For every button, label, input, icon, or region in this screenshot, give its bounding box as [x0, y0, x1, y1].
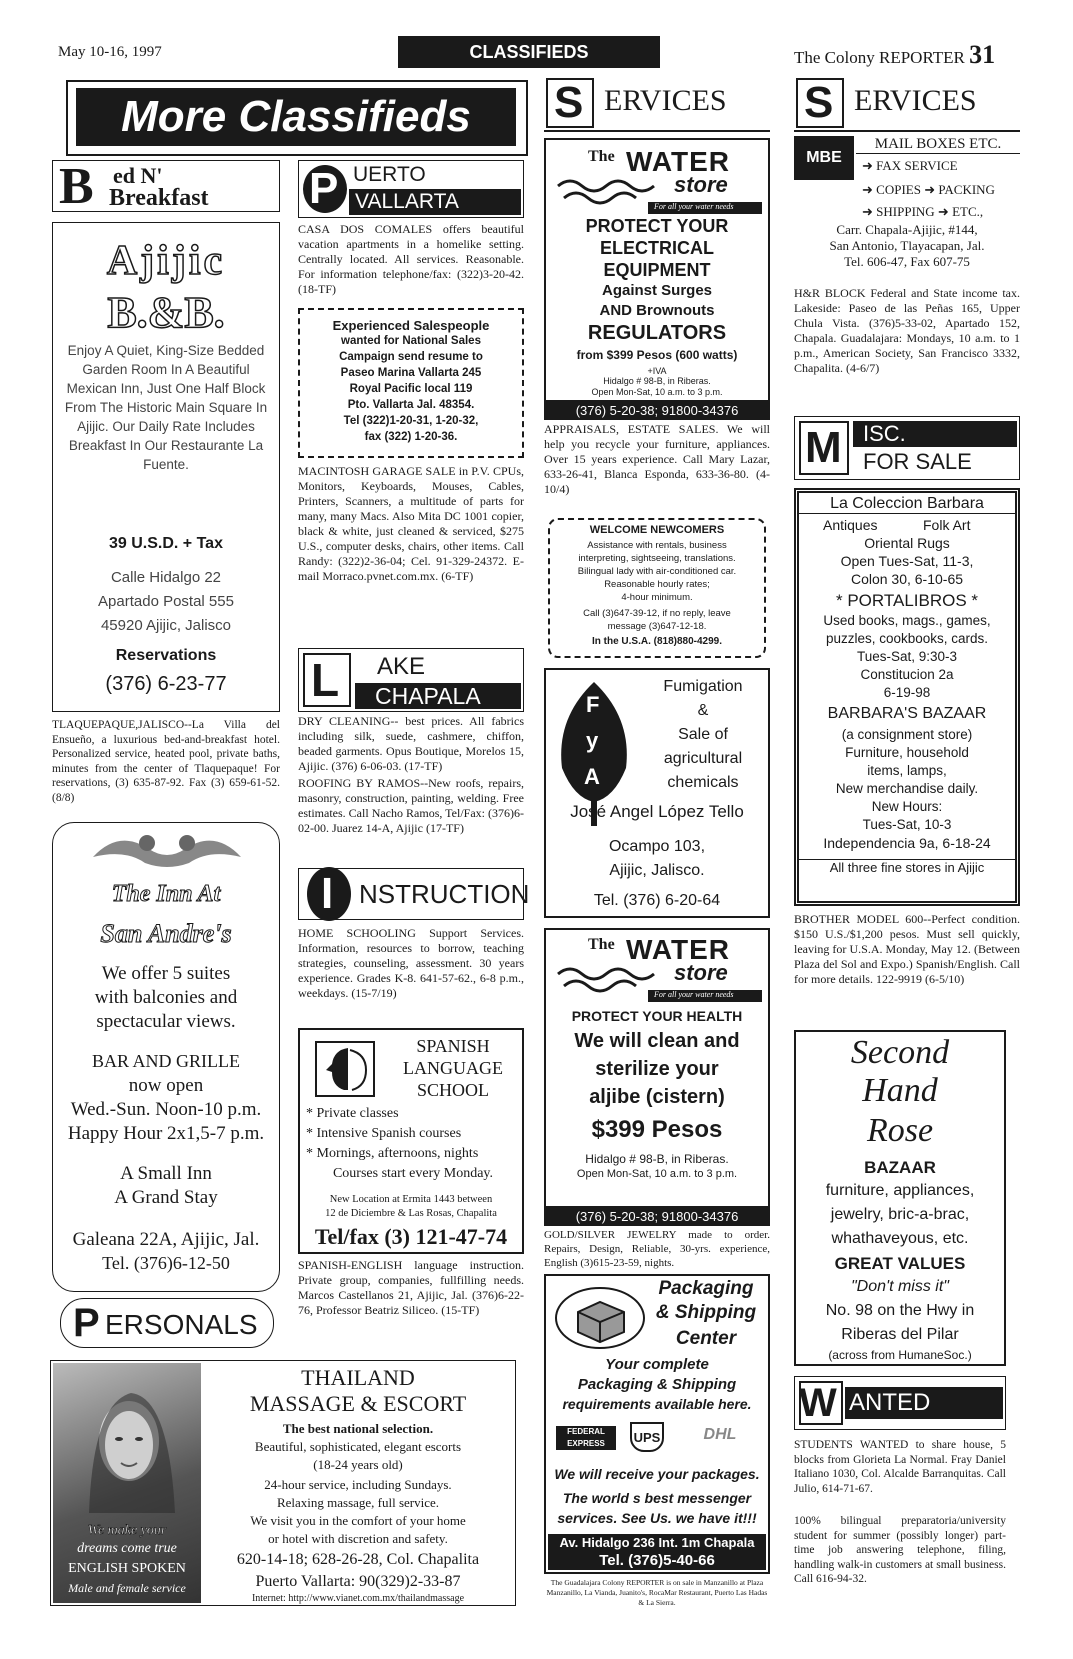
- pack-address: Av. Hidalgo 236 Int. 1m Chapala: [548, 1534, 766, 1552]
- water1-line-5: AND Brownouts: [599, 302, 715, 319]
- packaging-shipping-ad: [544, 1274, 770, 1574]
- water2-logo-water: WATER: [626, 934, 731, 965]
- photo-text-3: ENGLISH SPOKEN: [68, 1561, 186, 1576]
- spanish-bullet-2: * Intensive Spanish courses: [306, 1126, 462, 1141]
- bnb-addr-2: Apartado Postal 555: [98, 593, 234, 610]
- ups-logo: UPS: [630, 1422, 664, 1452]
- inn-line-4: BAR AND GRILLE: [92, 1051, 240, 1071]
- welcome-line-4: Reasonable hourly rates;: [604, 579, 710, 590]
- mbe-shipping-label: SHIPPING: [876, 204, 935, 219]
- personals-word: ERSONALS: [105, 1309, 258, 1340]
- bnb-section-header: [52, 158, 280, 215]
- appraisals-listing: APPRAISALS, ESTATE SALES. We will help you recycle your furniture, appliances. Over 15 years experience. Call Mary Lazar, 633-26-41, Blanca Esponda, 633-36-80. (4-10/4): [544, 422, 770, 496]
- mbe-fax: ➜ FAX SERVICE: [862, 158, 958, 173]
- pack-line-4: We will receive your packages.: [554, 1466, 760, 1482]
- spanish-title-3: SCHOOL: [416, 1080, 489, 1100]
- brother-model-listing: BROTHER MODEL 600--Perfect condition. $150 U.S./$1,200 pesos. Must sell quickly, leaving for U.S.A. Monday, May 12. (Between Plaza del Sol and Expo.) Spanish/English. Call for more details. 122-9919 (6-5/10): [794, 912, 1020, 986]
- mbe-etc-label: ETC.,: [952, 204, 984, 219]
- bnb-ad-title-1: Ajijic: [106, 238, 226, 284]
- fumigation-ad: [544, 668, 770, 918]
- services-right-letter: S: [804, 78, 834, 127]
- water2-logo-the: The: [588, 936, 615, 953]
- bnb-ad-body: Enjoy A Quiet, King-Size Bedded Garden Room In A Beautiful Mexican Inn, Just One Half Block From The Historic Main Square In Ajijic. Our Daily Rate Includes Breakfast In Our Restaurante La Fuente.: [64, 343, 268, 472]
- fumig-telephone: Tel. (376) 6-20-64: [593, 892, 721, 909]
- misc-word-2: FOR SALE: [863, 449, 972, 474]
- personals-header: [60, 1298, 274, 1348]
- fedex-logo: FEDERAL EXPRESS: [556, 1426, 616, 1450]
- coleccion-antiques: Antiques: [823, 517, 878, 533]
- inn-line-2: with balconies and: [94, 987, 238, 1008]
- fumig-letter-3: A: [584, 764, 600, 789]
- water1-phones: (376) 5-20-38; 91800-34376: [544, 402, 770, 420]
- water2-logo-store: store: [674, 960, 728, 985]
- bnb-addr-3: 45920 Ajijic, Jalisco: [100, 617, 232, 634]
- coleccion-folk-art: Folk Art: [923, 517, 971, 533]
- wanted-letter: W: [799, 1381, 837, 1425]
- water-store-aljibe-ad: [544, 928, 770, 1208]
- second-hand-rose-ad: [794, 1030, 1006, 1366]
- bnb-head-letter: B: [59, 158, 94, 215]
- coleccion-line-12: BARBARA'S BAZAAR: [827, 705, 987, 722]
- rose-line-1: furniture, appliances,: [825, 1182, 975, 1199]
- welcome-line-3: Bilingual lady with air-conditioned car.: [577, 566, 737, 577]
- inn-san-andres-ad: [52, 822, 280, 1292]
- coleccion-title: La Coleccion Barbara: [799, 495, 1015, 514]
- spanish-telephone: Tel/fax (3) 121-47-74: [314, 1224, 508, 1249]
- spanish-title-2: LANGUAGE: [403, 1058, 503, 1078]
- rose-line-2: jewelry, bric-a-brac,: [830, 1206, 970, 1223]
- coleccion-barbara-ad: [794, 488, 1020, 906]
- bilingual-student-listing: 100% bilingual preparatoria/university student for summer (possibly longer) part-time job answering telephone, filing, handling walk-in customers at small business. Call 616-94-32.: [794, 1515, 1006, 1585]
- fumig-line-3: Sale of: [678, 726, 728, 743]
- issue-date: May 10-16, 1997: [58, 44, 162, 60]
- rose-line-8: (across from HumaneSoc.): [828, 1348, 972, 1362]
- water-store-regulators-ad: [544, 138, 770, 402]
- pack-line-1: Your complete: [605, 1356, 709, 1373]
- water1-line-2: ELECTRICAL: [600, 238, 714, 258]
- rose-line-7: Riberas del Pilar: [841, 1326, 959, 1343]
- pack-line-6: services. See Us. we have it!!!: [557, 1510, 757, 1526]
- salespeople-ad: [298, 308, 524, 458]
- water2-tagline: For all your water needs: [654, 990, 734, 999]
- fumig-address-2: Ajijic, Jalisco.: [609, 862, 705, 879]
- spanish-location-1: New Location at Ermita 1443 between: [329, 1194, 493, 1205]
- thai-title-1: THAILAND: [301, 1365, 415, 1390]
- coleccion-line-16: New merchandise daily.: [835, 781, 979, 796]
- coleccion-line-20: All three fine stores in Ajijic: [799, 859, 1015, 875]
- inn-line-5: now open: [128, 1075, 204, 1096]
- services-right-header: [794, 78, 1020, 132]
- pack-title-3: Center: [675, 1328, 737, 1349]
- thai-line-9: Puerto Vallarta: 90(329)2-33-87: [255, 1573, 461, 1590]
- pack-line-5: The world s best messenger: [562, 1490, 752, 1506]
- coleccion-line-5: Colon 30, 6-10-65: [850, 571, 964, 587]
- fumig-letter-2: y: [586, 728, 599, 753]
- sales-line-5: Royal Pacific local 119: [349, 383, 473, 395]
- coleccion-line-14: Furniture, household: [845, 745, 969, 760]
- welcome-line-8: In the U.S.A. (818)880-4299.: [591, 636, 723, 647]
- fumig-address-1: Ocampo 103,: [608, 838, 706, 855]
- coleccion-line-11: 6-19-98: [883, 685, 931, 700]
- pv-word-1: UERTO: [353, 163, 426, 186]
- instruction-letter: I: [321, 869, 334, 918]
- section-title: CLASSIFIEDS: [398, 36, 660, 68]
- mbe-logo: MBE: [794, 136, 854, 180]
- pv-letter: P: [309, 164, 339, 213]
- roofing-listing: ROOFING BY RAMOS--New roofs, repairs, masonry, construction, painting, welding. Free estimates. Call Nacho Ramos, Tel/Fax: (376)6-02-00. Juarez 14-A, Ajijic (17-TF): [298, 776, 524, 835]
- water1-line-6: REGULATORS: [587, 322, 727, 344]
- bnb-ad-title-2: B.&B.: [107, 288, 225, 337]
- fumig-line-1: Fumigation: [663, 678, 743, 695]
- spanish-location-2: 12 de Diciembre & Las Rosas, Chapalita: [325, 1208, 497, 1219]
- coleccion-line-15: items, lamps,: [867, 763, 947, 778]
- coleccion-line-9: Tues-Sat, 9:30-3: [856, 649, 958, 664]
- coleccion-line-10: Constitucion 2a: [860, 667, 954, 682]
- students-wanted-listing: STUDENTS WANTED to share house, 5 blocks from Glorieta La Normal. Fray Daniel Italiano 1030, Col. Alcalde Barranquitas. Call Julio, 614-71-67.: [794, 1439, 1006, 1495]
- publication-header: [794, 40, 995, 70]
- coleccion-line-6: * PORTALIBROS *: [835, 591, 979, 610]
- mbe-title: MAIL BOXES ETC.: [856, 136, 1020, 154]
- mbe-shipping: ➜ SHIPPING ➜ ETC.,: [862, 204, 984, 219]
- fumig-line-5: chemicals: [667, 774, 739, 791]
- fumig-owner: José Angel López Tello: [570, 802, 744, 821]
- misc-letter: M: [805, 423, 842, 472]
- water1-line-8: +IVA: [647, 366, 667, 376]
- coleccion-line-17: New Hours:: [871, 799, 943, 814]
- lake-word-2: CHAPALA: [355, 683, 521, 709]
- lake-letter: L: [311, 654, 340, 706]
- water1-logo-the: The: [588, 148, 615, 165]
- cherubs-ornament-icon: [89, 827, 245, 873]
- bnb-addr-1: Calle Hidalgo 22: [110, 569, 222, 586]
- water2-line-3: sterilize your: [595, 1058, 719, 1080]
- inn-title-1: The Inn At: [111, 881, 221, 907]
- coleccion-line-19: Independencia 9a, 6-18-24: [823, 835, 991, 851]
- water1-line-1: PROTECT YOUR: [585, 216, 729, 236]
- thailand-massage-ad: [50, 1360, 516, 1606]
- coleccion-line-4: Open Tues-Sat, 11-3,: [840, 553, 974, 569]
- services-right-word: ERVICES: [854, 84, 977, 117]
- instruction-header: [298, 868, 530, 920]
- pack-line-3: requirements available here.: [562, 1396, 752, 1412]
- fumig-line-2: &: [697, 702, 709, 719]
- water1-line-4: Against Surges: [601, 282, 713, 299]
- lake-chapala-header: [298, 648, 524, 712]
- sales-line-2: wanted for National Sales: [341, 335, 481, 347]
- rose-title-1: Second: [850, 1034, 950, 1071]
- services-mid-header: [544, 78, 770, 132]
- mail-boxes-etc-ad: [794, 136, 1020, 276]
- spanish-english-listing: SPANISH-ENGLISH language instruction. Private group, companies, fullfilling needs. Marcos Castellanos 21, Ajijic, Jal. (376)6-22-76, Professor Beatriz Siliceo. (15-TF): [298, 1258, 524, 1317]
- rose-line-3: whathaveyous, etc.: [831, 1230, 969, 1247]
- rose-line-6: No. 98 on the Hwy in: [825, 1302, 975, 1319]
- welcome-title: WELCOME NEWCOMERS: [589, 524, 725, 536]
- coleccion-line-8: puzzles, cookbooks, cards.: [825, 631, 989, 646]
- pack-telephone: Tel. (376)5-40-66: [548, 1552, 766, 1570]
- bnb-reservations-phone: (376) 6-23-77: [105, 673, 227, 695]
- pv-word-2: VALLARTA: [349, 189, 521, 215]
- dhl-logo: DHL: [703, 1426, 737, 1443]
- manzanillo-sale-note: The Guadalajara Colony REPORTER is on sale in Manzanillo at Plaza Manzanillo, La Vianda, Juanito's, RocaMar Restaurant, Puerto Las Hadas & La Sierra.: [546, 1578, 768, 1607]
- more-classifieds-banner: [66, 80, 528, 156]
- welcome-line-1: Assistance with rentals, business: [587, 540, 727, 551]
- inn-title-2: San Andre's: [100, 919, 232, 948]
- thai-line-1: The best national selection.: [282, 1421, 434, 1436]
- thai-title-2: MASSAGE & ESCORT: [249, 1391, 467, 1416]
- inn-line-10: Galeana 22A, Ajijic, Jal.: [72, 1229, 260, 1250]
- inn-line-11: Tel. (376)6-12-50: [102, 1253, 230, 1273]
- macintosh-garage-sale-listing: MACINTOSH GARAGE SALE in P.V. CPUs, Monitors, Keyboards, Mouses, Cables, Printers, Scanners, a multitude of parts for many, many Macs. Also Mita DC 1001 copier, black & white, just cleaned & serviced, $275 U.S., computer desks, chairs, other items. Call Randy: (322)2-36-04; Cel. 91-329-24372. E-mail Morraco.pvnet.com.mx. (6-TF): [298, 464, 524, 583]
- water1-line-9: Hidalgo # 98-B, in Riberas.: [603, 376, 711, 386]
- inn-line-7: Happy Hour 2x1,5-7 p.m.: [67, 1123, 265, 1144]
- photo-text-2: dreams come true: [77, 1541, 177, 1556]
- rose-line-5: "Don't miss it": [851, 1278, 949, 1295]
- water1-tagline: For all your water needs: [654, 202, 734, 211]
- thai-line-5: Relaxing massage, full service.: [276, 1495, 440, 1510]
- mbe-fax-label: FAX SERVICE: [876, 158, 958, 173]
- portrait-silhouette-icon: [79, 1383, 179, 1513]
- coleccion-line-7: Used books, mags., games,: [823, 613, 991, 628]
- package-box-icon: [552, 1282, 648, 1352]
- banner-title: More Classifieds: [76, 88, 516, 146]
- spanish-bullet-3: * Mornings, afternoons, nights: [306, 1146, 479, 1161]
- inn-line-6: Wed.-Sun. Noon-10 p.m.: [70, 1099, 262, 1120]
- bnb-head-2: Breakfast: [109, 185, 209, 211]
- spanish-bullet-1: * Private classes: [306, 1106, 399, 1121]
- pack-line-2: Packaging & Shipping: [577, 1376, 737, 1393]
- puerto-vallarta-header: [298, 160, 524, 218]
- inn-line-9: A Grand Stay: [114, 1187, 218, 1208]
- water1-logo-water: WATER: [626, 146, 731, 177]
- bnb-reservations-label: Reservations: [115, 647, 217, 664]
- mbe-address-3: Tel. 606-47, Fax 607-75: [844, 254, 970, 269]
- fumig-line-4: agricultural: [663, 750, 743, 767]
- thai-line-6: We visit you in the comfort of your home: [250, 1513, 466, 1528]
- misc-for-sale-header: [794, 416, 1020, 480]
- water2-line-1: PROTECT YOUR HEALTH: [571, 1008, 743, 1024]
- dry-cleaning-listing: DRY CLEANING-- best prices. All fabrics including silk, suede, cashmere, chiffon, beaded garments. Opus Boutique, Morelos 15, Ajijic. (376) 6-06-03. (17-TF): [298, 714, 524, 773]
- water2-line-5: $399 Pesos: [591, 1116, 723, 1143]
- sales-line-7: Tel (322)1-20-31, 1-20-32,: [343, 415, 479, 427]
- water1-line-7: from $399 Pesos (600 watts): [576, 348, 738, 362]
- pack-title-1: Packaging: [658, 1278, 754, 1299]
- thai-line-4: 24-hour service, including Sundays.: [264, 1477, 452, 1492]
- sales-line-6: Pto. Vallarta Jal. 48354.: [347, 399, 475, 411]
- tlaquepaque-listing: TLAQUEPAQUE,JALISCO--La Villa del Ensueño, a luxurious bed-and-breakfast hotel. Personalized service, heated pool, private baths, minutes from the center of Tlaquepaque! For reservations, (3) 635-87-92. Fax (3) 659-61-52. (8/8): [52, 719, 280, 804]
- misc-word-1: ISC.: [853, 421, 1017, 447]
- thai-line-3: (18-24 years old): [313, 1457, 403, 1472]
- casa-dos-comales-listing: CASA DOS COMALES offers beautiful vacation apartments in a homelike setting. Centrally located. All services. Reasonable. For information telephone/fax: (322)3-20-42. (18-TF): [298, 222, 524, 296]
- wanted-header: [794, 1376, 1006, 1430]
- pack-title-2: & Shipping: [655, 1302, 757, 1323]
- sales-line-1: Experienced Salespeople: [332, 318, 490, 333]
- bnb-price: 39 U.S.D. + Tax: [109, 535, 223, 552]
- lake-word-1: AKE: [377, 653, 426, 680]
- gold-silver-jewelry-listing: GOLD/SILVER JEWELRY made to order. Repairs, Design, Reliable, 30-yrs. experience, English (3)615-23-59, nights.: [544, 1229, 770, 1269]
- welcome-line-5: 4-hour minimum.: [621, 592, 693, 603]
- mbe-copies: ➜ COPIES ➜ PACKING: [862, 182, 995, 197]
- services-mid-word: ERVICES: [604, 84, 727, 117]
- water2-line-7: Open Mon-Sat, 10 a.m. to 3 p.m.: [576, 1168, 738, 1180]
- welcome-line-2: interpreting, sightseeing, translations.: [578, 553, 736, 564]
- water1-logo-store: store: [674, 172, 728, 197]
- inn-line-8: A Small Inn: [120, 1163, 212, 1184]
- rose-line-4: GREAT VALUES: [834, 1254, 966, 1273]
- rose-title-2: Hand: [862, 1072, 938, 1109]
- services-mid-letter: S: [554, 78, 584, 127]
- coleccion-line-18: Tues-Sat, 10-3: [862, 817, 952, 832]
- page-number: 31: [969, 40, 996, 69]
- publication-name: The Colony REPORTER: [794, 48, 965, 67]
- mbe-copies-label: COPIES: [876, 182, 921, 197]
- water2-line-2: We will clean and: [574, 1030, 740, 1052]
- personals-letter: P: [73, 1301, 100, 1345]
- welcome-line-6: Call (3)647-39-12, if no reply, leave: [583, 608, 731, 619]
- fumig-letter-1: F: [586, 692, 600, 717]
- instruction-word: NSTRUCTION: [359, 879, 530, 909]
- photo-text-4: Male and female service: [68, 1581, 186, 1595]
- home-schooling-listing: HOME SCHOOLING Support Services. Information, resources to borrow, teaching strategies, counseling, assessment. 30 years experience. Grades K-8. 641-57-62., 6-8 p.m., weekdays. (15-7/19): [298, 926, 524, 1000]
- sales-line-4: Paseo Marina Vallarta 245: [340, 367, 482, 379]
- thai-line-7: or hotel with discretion and safety.: [268, 1531, 448, 1546]
- hr-block-listing: H&R BLOCK Federal and State income tax. Lakeside: Paseo de las Peñas 165, Upper Chula Vista. (376)5-33-02, Apartado 152, Chapala. Guadalajara: Mondays, 10 a.m. to 1 p.m., American Society, San Francisco 3332, Chapalita. (4-6/7): [794, 286, 1020, 375]
- ajijic-bnb-ad: [52, 222, 280, 712]
- welcome-line-7: message (3)647-12-18.: [607, 621, 707, 632]
- mbe-packing-label: PACKING: [938, 182, 995, 197]
- rose-title-3: Rose: [866, 1112, 934, 1149]
- coleccion-line-13: (a consignment store): [841, 727, 973, 742]
- welcome-newcomers-ad: [548, 518, 766, 658]
- mbe-address-1: Carr. Chapala-Ajijic, #144,: [836, 222, 978, 237]
- spanish-bullet-4: Courses start every Monday.: [332, 1166, 494, 1181]
- sales-line-3: Campaign send resume to: [339, 351, 483, 363]
- inn-line-3: spectacular views.: [96, 1011, 236, 1032]
- water2-phones: (376) 5-20-38; 91800-34376: [544, 1208, 770, 1226]
- bnb-head-1: ed N': [113, 163, 163, 188]
- mbe-address-2: San Antonio, Tlayacapan, Jal.: [829, 238, 985, 253]
- thai-line-2: Beautiful, sophisticated, elegant escorts: [254, 1439, 462, 1454]
- spanish-title-1: SPANISH: [416, 1036, 490, 1056]
- coleccion-line-3: Oriental Rugs: [864, 535, 950, 551]
- sales-line-8: fax (322) 1-20-36.: [364, 431, 458, 443]
- water1-line-10: Open Mon-Sat, 10 a.m. to 3 p.m.: [591, 387, 723, 397]
- water2-line-6: Hidalgo # 98-B, in Riberas.: [585, 1152, 729, 1166]
- model-photo: [53, 1363, 201, 1603]
- thai-line-10: Internet: http://www.vianet.com.mx/thailandmassage: [251, 1593, 465, 1604]
- thai-line-8: 620-14-18; 628-26-28, Col. Chapalita: [236, 1551, 480, 1568]
- photo-text-1: We make your: [87, 1523, 167, 1538]
- inn-line-1: We offer 5 suites: [101, 963, 231, 984]
- rose-bazaar: BAZAAR: [864, 1158, 936, 1177]
- water2-line-4: aljibe (cistern): [589, 1086, 725, 1108]
- spanish-school-ad: [298, 1028, 524, 1254]
- speaking-faces-icon: [314, 1040, 376, 1098]
- water1-line-3: EQUIPMENT: [603, 260, 711, 280]
- wanted-word: ANTED: [845, 1387, 1003, 1419]
